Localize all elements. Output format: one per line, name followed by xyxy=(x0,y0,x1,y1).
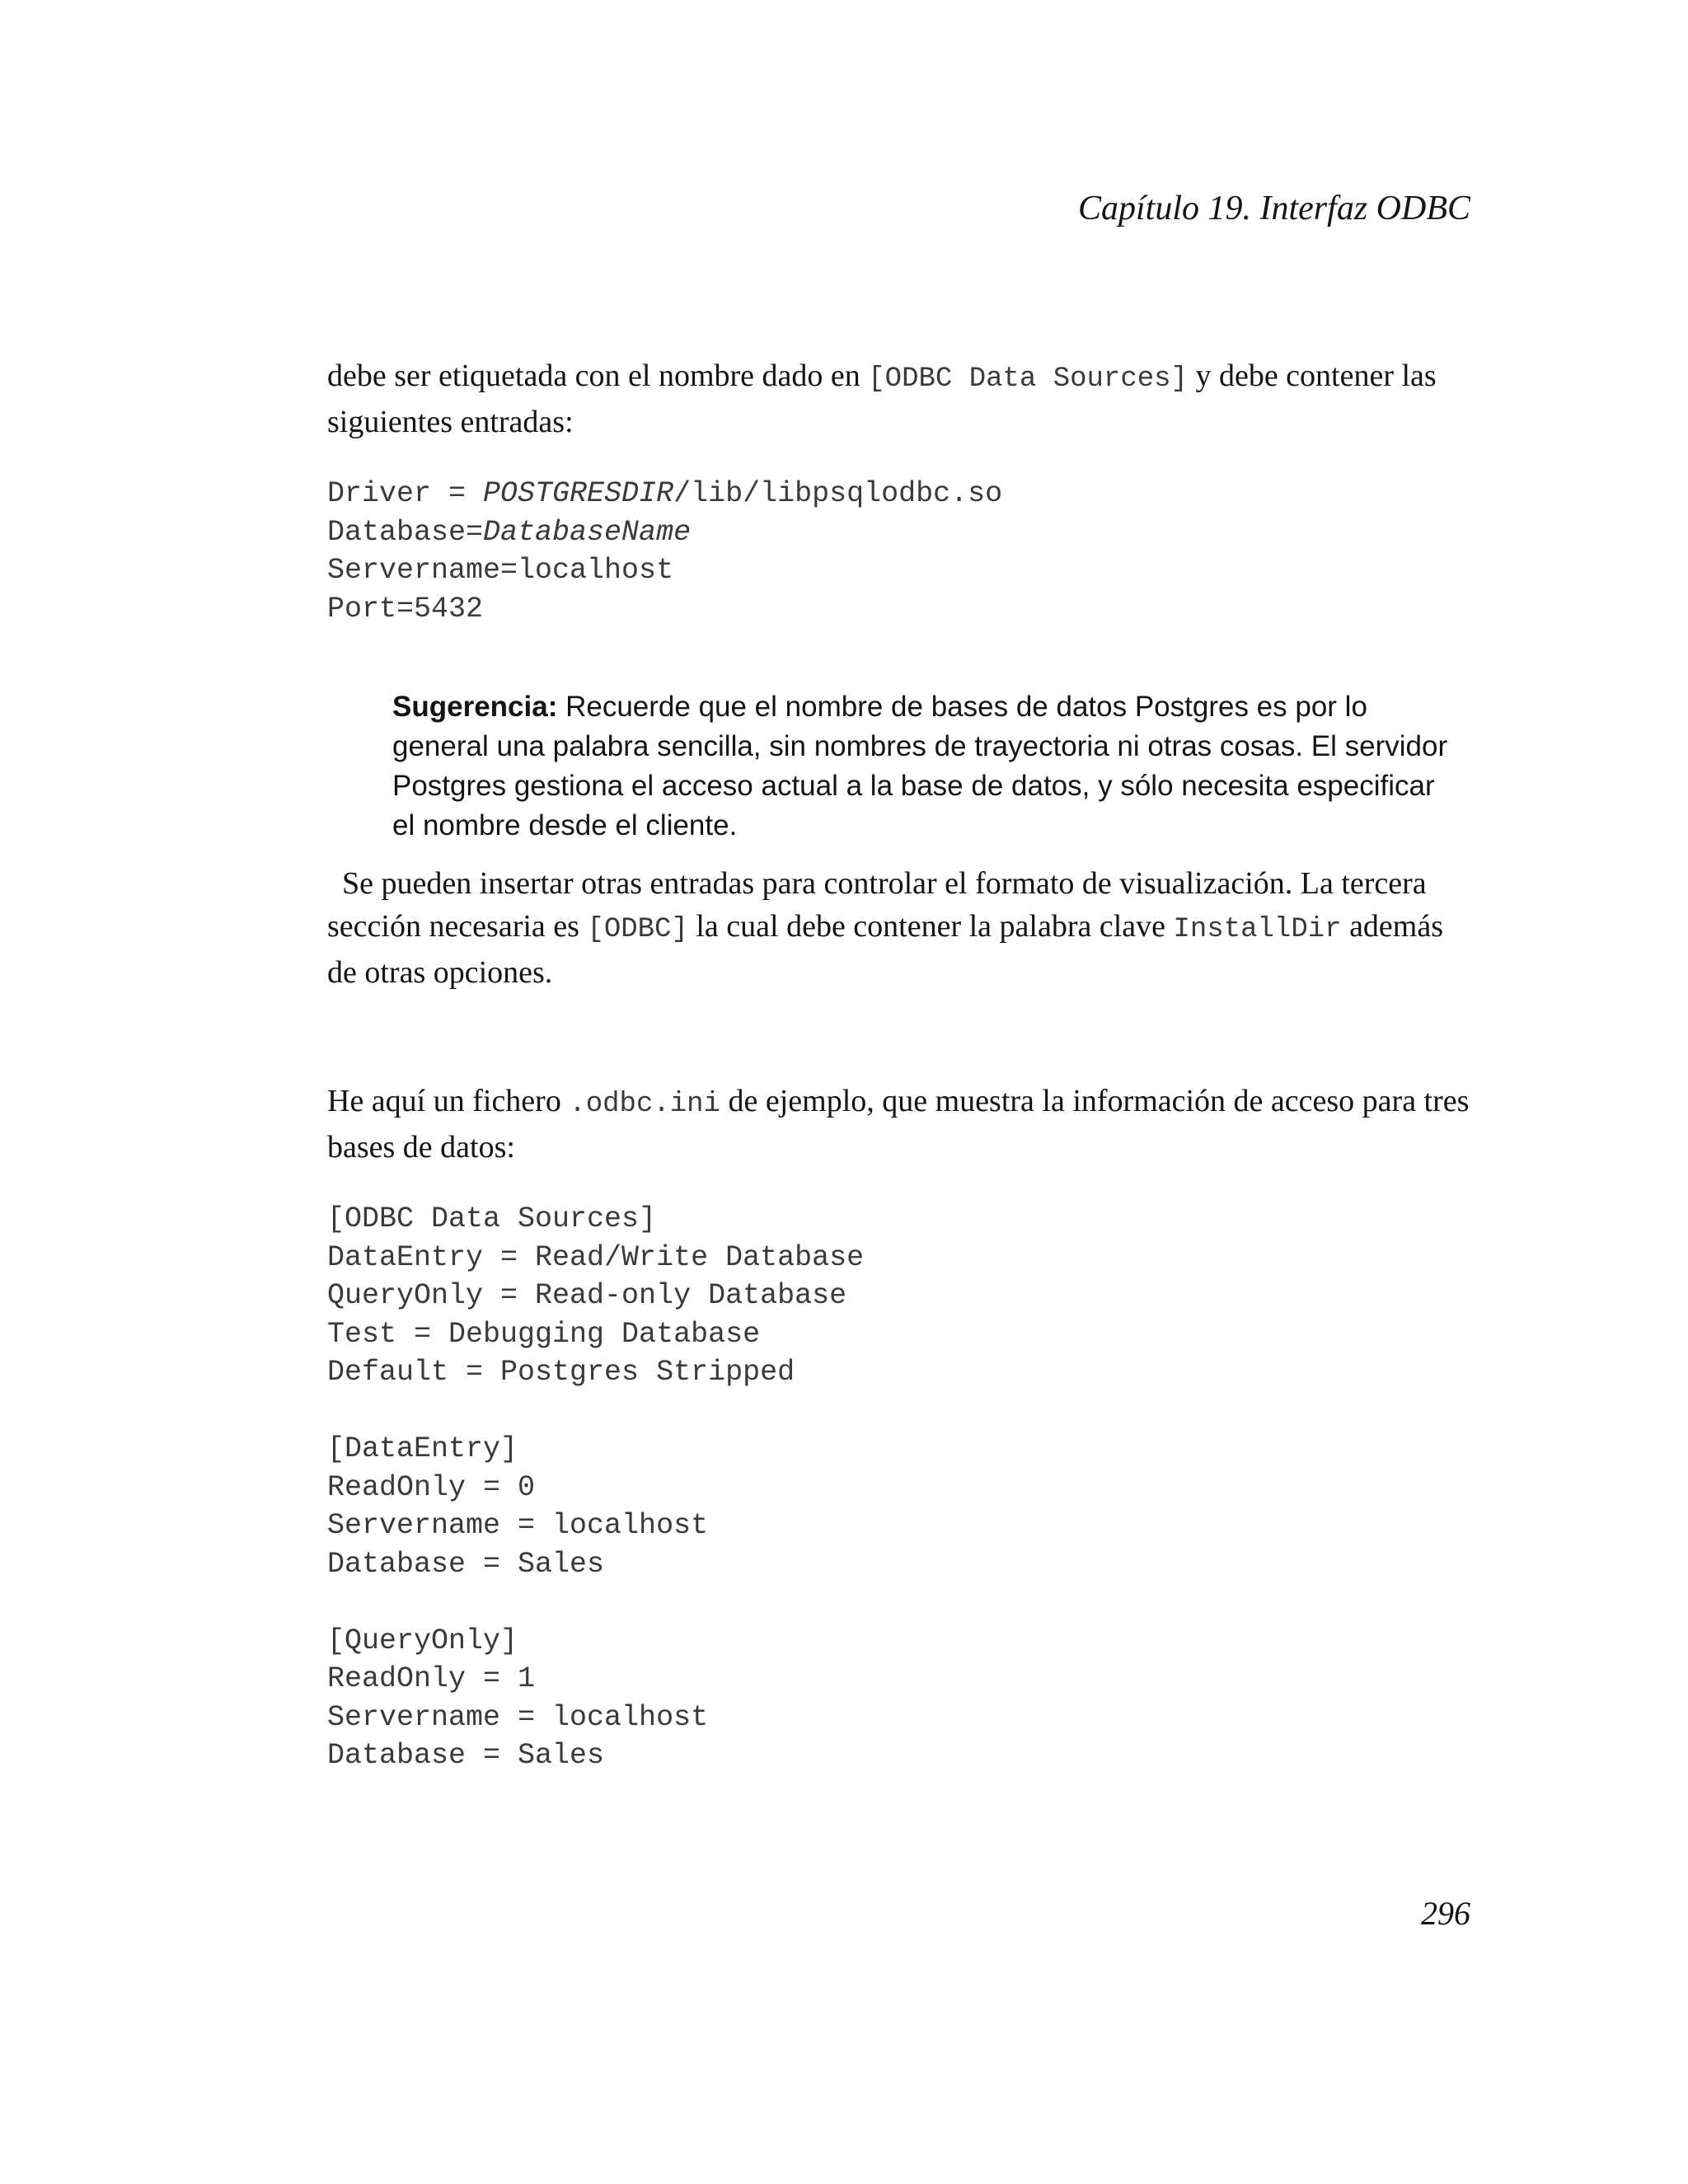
entries-text-1: Se pueden insertar otras entradas para controlar el formato de visualización. La tercera sección necesaria es xyxy=(327,866,1427,944)
code-line-blank xyxy=(327,1392,864,1431)
tip-note xyxy=(392,687,1456,846)
code-line: ReadOnly = 0 xyxy=(327,1470,536,1504)
code-line: Servername = localhost xyxy=(327,1509,709,1542)
code-line: QueryOnly = Read-only Database xyxy=(327,1279,847,1312)
example-paragraph xyxy=(327,1080,1473,1169)
odbc-ini-code-block xyxy=(327,1200,864,1775)
code-line: Servername = localhost xyxy=(327,1700,709,1734)
intro-text-start: debe ser etiquetada con el nombre dado en xyxy=(327,359,869,393)
code-line: [DataEntry] xyxy=(327,1432,518,1465)
running-header: Capítulo 19. Interfaz ODBC xyxy=(1077,190,1470,227)
code-line: Database = Sales xyxy=(327,1547,605,1581)
code-line: [ODBC Data Sources] xyxy=(327,1202,657,1235)
intro-paragraph xyxy=(327,354,1473,443)
driver-code-block xyxy=(327,475,1002,628)
code-line: DataEntry = Read/Write Database xyxy=(327,1240,865,1274)
code-line: Default = Postgres Stripped xyxy=(327,1356,795,1389)
placeholder-postgresdir: POSTGRESDIR xyxy=(483,477,674,510)
tip-label: Sugerencia: xyxy=(392,691,558,723)
code-line: [QueryOnly] xyxy=(327,1624,518,1657)
inline-code-installdir: InstallDir xyxy=(1173,914,1342,945)
example-text-start: He aquí un fichero xyxy=(327,1084,570,1118)
inline-code-odbc: [ODBC] xyxy=(587,914,688,945)
tip-text: Recuerde que el nombre de bases de datos Postgres es por lo general una palabra sencilla, sin nombres de trayectoria ni otras cosas. El servidor Postgres gestiona el acceso actual a la base de datos, y sólo necesita especificar el nombre desde el cliente. xyxy=(392,691,1448,841)
inline-code-odbc-data-sources: [ODBC Data Sources] xyxy=(868,363,1188,395)
inline-code-odbc-ini: .odbc.ini xyxy=(569,1089,720,1120)
code-line-driver: Driver = POSTGRESDIR/lib/libpsqlodbc.so xyxy=(327,477,1003,510)
entries-text-3: además de otras opciones. xyxy=(327,909,1444,990)
entries-text-2: la cual debe contener la palabra clave xyxy=(687,909,1174,944)
placeholder-databasename: DatabaseName xyxy=(483,515,692,549)
code-line-servername: Servername=localhost xyxy=(327,554,674,587)
code-line-port: Port=5432 xyxy=(327,592,484,626)
example-text-end: de ejemplo, que muestra la información de acceso para tres bases de datos: xyxy=(327,1084,1470,1165)
code-line: Test = Debugging Database xyxy=(327,1317,761,1351)
code-line: Database = Sales xyxy=(327,1739,605,1772)
intro-text-end: y debe contener las siguientes entradas: xyxy=(327,359,1437,439)
code-line-database: Database=DatabaseName xyxy=(327,515,692,549)
code-line: ReadOnly = 1 xyxy=(327,1662,536,1695)
page-number: 296 xyxy=(1421,1895,1470,1932)
code-line-blank xyxy=(327,1583,864,1622)
entries-paragraph xyxy=(327,862,1473,994)
